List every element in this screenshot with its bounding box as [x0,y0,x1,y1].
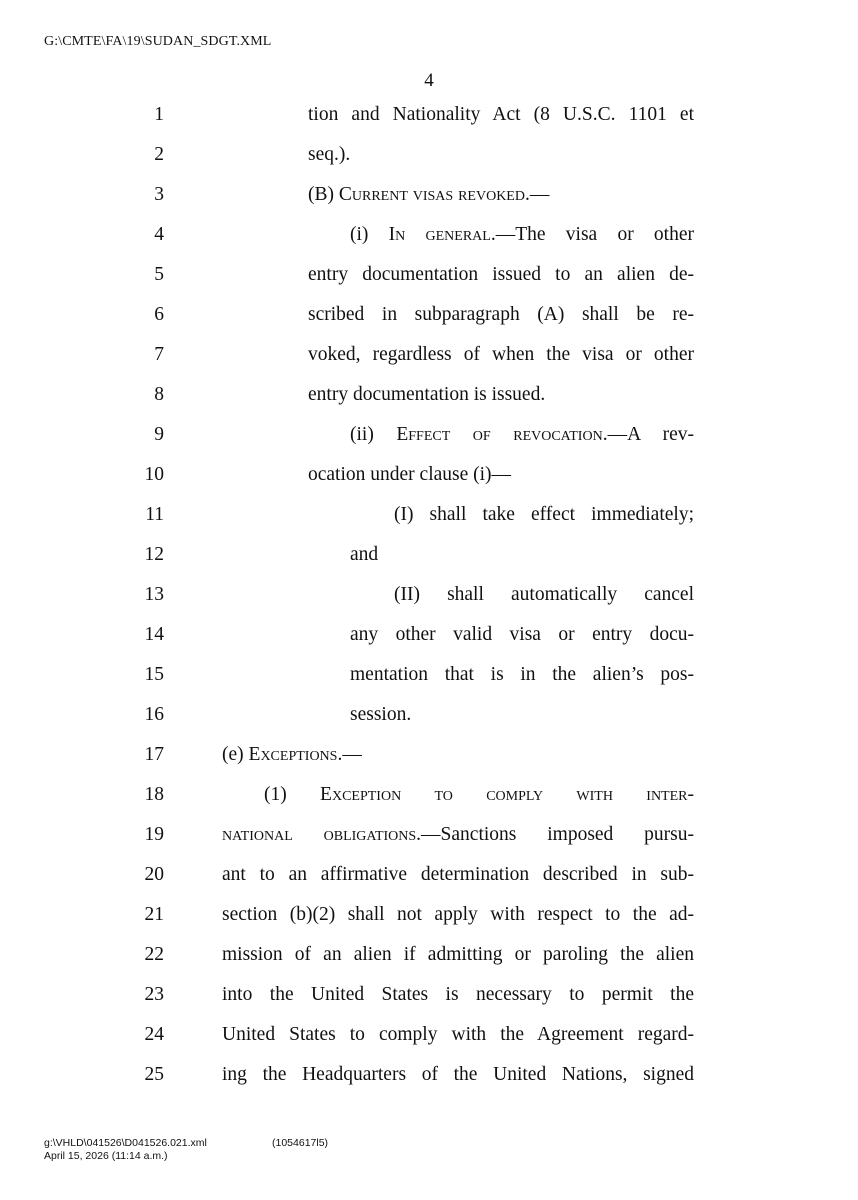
line-number: 2 [154,144,164,165]
text-line [0,344,858,384]
line-text: (e) Exceptions.— [222,744,362,765]
page-footer [44,1137,328,1163]
line-number: 14 [144,624,164,645]
line-number: 17 [144,744,164,765]
line-number: 6 [154,304,164,325]
text-line [0,1024,858,1064]
text-line [0,864,858,904]
line-number: 9 [154,424,164,445]
line-number: 22 [144,944,164,965]
line-text: any other valid visa or entry docu- [350,624,694,645]
line-number: 18 [144,784,164,805]
text-line [0,784,858,824]
line-text: mentation that is in the alien’s pos- [350,664,694,685]
text-line [0,184,858,224]
page-number: 4 [424,70,434,91]
text-line [0,104,858,144]
line-number: 1 [154,104,164,125]
line-number: 11 [145,504,164,525]
line-number: 25 [144,1064,164,1085]
path-header: G:\CMTE\FA\19\SUDAN_SDGT.XML [44,34,272,49]
text-line [0,424,858,464]
line-text: entry documentation is issued. [308,384,546,405]
line-number: 15 [144,664,164,685]
text-line [0,984,858,1024]
line-number: 3 [154,184,164,205]
line-number: 8 [154,384,164,405]
line-text: mission of an alien if admitting or paroling the alien [222,944,694,965]
text-line [0,624,858,664]
text-line [0,744,858,784]
line-text: seq.). [308,144,351,165]
line-number: 7 [154,344,164,365]
text-line [0,664,858,704]
line-text: ocation under clause (i)— [308,464,512,485]
line-number: 23 [144,984,164,1005]
line-number: 10 [144,464,164,485]
footer-file-path: g:\VHLD\041526\D041526.021.xml [44,1137,207,1149]
text-line [0,704,858,744]
line-number: 20 [144,864,164,885]
line-text: United States to comply with the Agreement regard- [222,1024,694,1045]
line-text: entry documentation issued to an alien de- [308,264,694,285]
text-line [0,144,858,184]
footer-date: April 15, 2026 (11:14 a.m.) [44,1150,168,1162]
line-text: (B) Current visas revoked.— [308,184,550,205]
line-text: (ii) Effect of revocation.—A rev- [350,424,694,445]
line-text: ing the Headquarters of the United Nations, signed [222,1064,694,1085]
line-number: 5 [154,264,164,285]
text-line [0,1064,858,1104]
line-text: session. [350,704,412,725]
text-line [0,824,858,864]
text-line [0,304,858,344]
text-line [0,264,858,304]
line-text: national obligations.—Sanctions imposed pursu- [222,824,694,845]
line-text: (I) shall take effect immediately; [394,504,694,525]
line-number: 13 [144,584,164,605]
line-number: 24 [144,1024,164,1045]
line-text: and [350,544,379,565]
line-text: tion and Nationality Act (8 U.S.C. 1101 et [308,104,694,125]
text-line [0,504,858,544]
line-text: ant to an affirmative determination described in sub- [222,864,694,885]
text-line [0,384,858,424]
text-line [0,944,858,984]
text-line [0,224,858,264]
line-number: 12 [144,544,164,565]
footer-job-code: (1054617l5) [272,1137,329,1149]
line-text: into the United States is necessary to permit the [222,984,694,1005]
line-text: section (b)(2) shall not apply with respect to the ad- [222,904,694,925]
line-text: voked, regardless of when the visa or other [308,344,694,365]
line-text: scribed in subparagraph (A) shall be re- [308,304,694,325]
line-number: 19 [144,824,164,845]
text-line [0,584,858,624]
line-number: 4 [154,224,164,245]
line-number: 16 [144,704,164,725]
text-line [0,544,858,584]
text-line [0,904,858,944]
line-text: (1) Exception to comply with inter- [264,784,694,805]
line-text: (i) In general.—The visa or other [350,224,694,245]
text-line [0,464,858,504]
line-number: 21 [144,904,164,925]
line-text: (II) shall automatically cancel [394,584,694,605]
